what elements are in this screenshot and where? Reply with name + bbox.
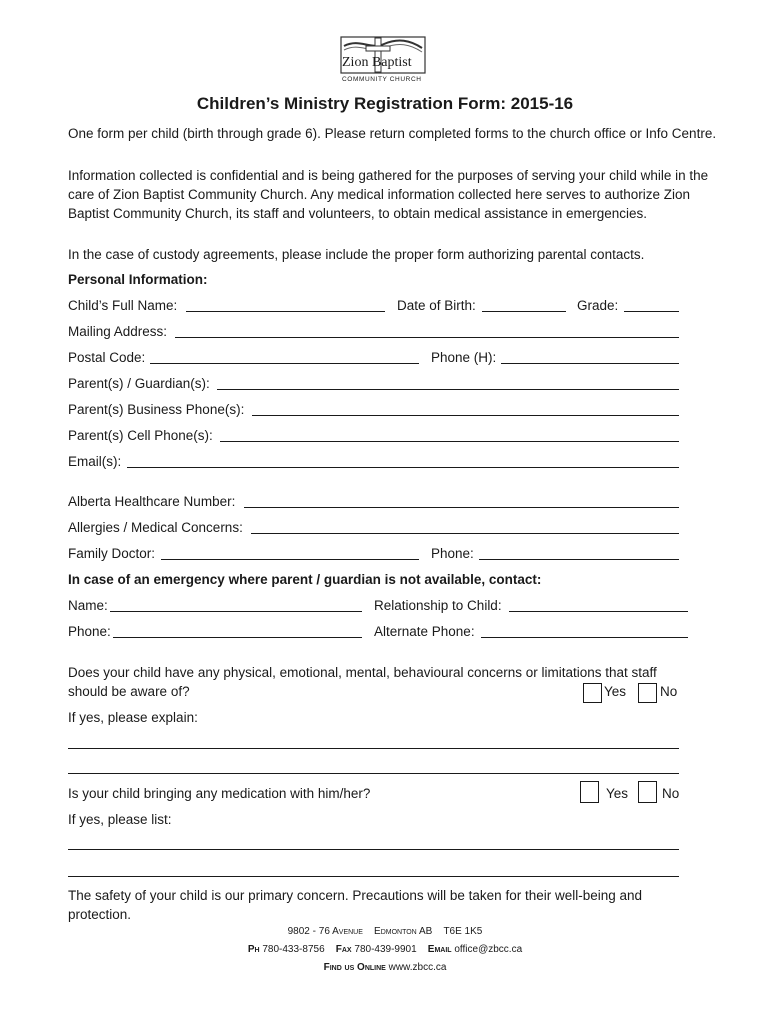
church-logo <box>340 36 426 88</box>
footer-web-line <box>0 959 770 977</box>
concerns-no-label: No <box>660 684 678 699</box>
footer-ph-label: Ph <box>247 944 260 955</box>
emails-label: Email(s): <box>68 454 122 469</box>
relationship-label: Relationship to Child: <box>374 598 502 613</box>
intro-paragraph-2: Information collected is confidential and is being gathered for the purposes of serving your child while in the care of Zion Baptist Community Church. Any medical information collected here serves to authorize Zion Baptist Community Church, its staff and volunteers, to obtain medical assistance in emergencies. <box>68 168 709 221</box>
emergency-name-label: Name: <box>68 598 108 613</box>
footer-postal: T6E 1K5 <box>443 926 483 937</box>
concerns-no-checkbox[interactable] <box>638 683 657 703</box>
relationship-field[interactable] <box>509 611 688 612</box>
postal-code-label: Postal Code: <box>68 350 146 365</box>
footer-website[interactable]: www.zbcc.ca <box>388 962 447 973</box>
footer-fax: 780-439-9901 <box>354 944 417 955</box>
allergies-label: Allergies / Medical Concerns: <box>68 520 243 535</box>
allergies-field[interactable] <box>251 533 679 534</box>
medication-no-checkbox[interactable] <box>638 781 657 803</box>
grade-field[interactable] <box>624 311 679 312</box>
concerns-yes-label: Yes <box>604 684 627 699</box>
concerns-question-line1: Does your child have any physical, emotional, mental, behavioural concerns or limitations that staff <box>68 665 657 680</box>
form-title: Children’s Ministry Registration Form: 2015-16 <box>196 94 574 113</box>
explain-field-line1[interactable] <box>68 748 679 749</box>
business-phone-label: Parent(s) Business Phone(s): <box>68 402 245 417</box>
intro-paragraph-1: One form per child (birth through grade 6). Please return completed forms to the church office or Info Centre. <box>68 126 717 141</box>
logo-subtitle: COMMUNITY CHURCH <box>342 76 422 83</box>
emergency-name-field[interactable] <box>110 611 362 612</box>
footer-address-line <box>0 923 770 941</box>
mailing-address-field[interactable] <box>175 337 679 338</box>
home-phone-field[interactable] <box>501 363 679 364</box>
medication-field-line1[interactable] <box>68 849 679 850</box>
footer-fax-label: Fax <box>335 944 352 955</box>
cell-phone-label: Parent(s) Cell Phone(s): <box>68 428 213 443</box>
footer-phone: 780-433-8756 <box>262 944 325 955</box>
concerns-yes-checkbox[interactable] <box>583 683 602 703</box>
guardians-field[interactable] <box>217 389 679 390</box>
medication-field-line2[interactable] <box>68 876 679 877</box>
explain-label: If yes, please explain: <box>68 710 198 725</box>
alt-phone-field[interactable] <box>481 637 688 638</box>
footer-street: 9802 - 76 Avenue <box>287 926 363 937</box>
mailing-address-label: Mailing Address: <box>68 324 168 339</box>
grade-label: Grade: <box>577 298 619 313</box>
child-name-field[interactable] <box>186 311 385 312</box>
footer-online-label: Find us Online <box>323 962 386 973</box>
business-phone-field[interactable] <box>252 415 679 416</box>
doctor-phone-field[interactable] <box>479 559 679 560</box>
dob-field[interactable] <box>482 311 566 312</box>
postal-code-field[interactable] <box>150 363 419 364</box>
medication-yes-label: Yes <box>606 786 629 801</box>
footer-email-label: Email <box>427 944 452 955</box>
family-doctor-label: Family Doctor: <box>68 546 156 561</box>
intro-paragraph-3: In the case of custody agreements, please include the proper form authorizing parental contacts. <box>68 247 645 262</box>
logo-name-2: Baptist <box>371 55 412 70</box>
personal-info-heading: Personal Information: <box>68 272 208 287</box>
concerns-question-line2: should be aware of? <box>68 684 190 699</box>
healthcare-field[interactable] <box>244 507 679 508</box>
footer-city: Edmonton AB <box>374 926 433 937</box>
cell-phone-field[interactable] <box>220 441 679 442</box>
medication-yes-checkbox[interactable] <box>580 781 599 803</box>
emergency-phone-label: Phone: <box>68 624 111 639</box>
medication-no-label: No <box>662 786 680 801</box>
medication-list-label: If yes, please list: <box>68 812 172 827</box>
medication-question: Is your child bringing any medication with him/her? <box>68 786 371 801</box>
footer-contact-line <box>0 941 770 959</box>
dob-label: Date of Birth: <box>397 298 476 313</box>
explain-field-line2[interactable] <box>68 773 679 774</box>
emails-field[interactable] <box>127 467 679 468</box>
child-name-label: Child’s Full Name: <box>68 298 178 313</box>
emergency-heading: In case of an emergency where parent / guardian is not available, contact: <box>68 572 542 587</box>
closing-statement: The safety of your child is our primary concern. Precautions will be taken for their well-being and protection. <box>68 888 643 922</box>
footer-email[interactable]: office@zbcc.ca <box>454 944 523 955</box>
guardians-label: Parent(s) / Guardian(s): <box>68 376 210 391</box>
home-phone-label: Phone (H): <box>431 350 497 365</box>
doctor-phone-label: Phone: <box>431 546 474 561</box>
logo-name-1: Zion <box>342 55 369 70</box>
healthcare-label: Alberta Healthcare Number: <box>68 494 236 509</box>
alt-phone-label: Alternate Phone: <box>374 624 475 639</box>
family-doctor-field[interactable] <box>161 559 419 560</box>
emergency-phone-field[interactable] <box>113 637 362 638</box>
